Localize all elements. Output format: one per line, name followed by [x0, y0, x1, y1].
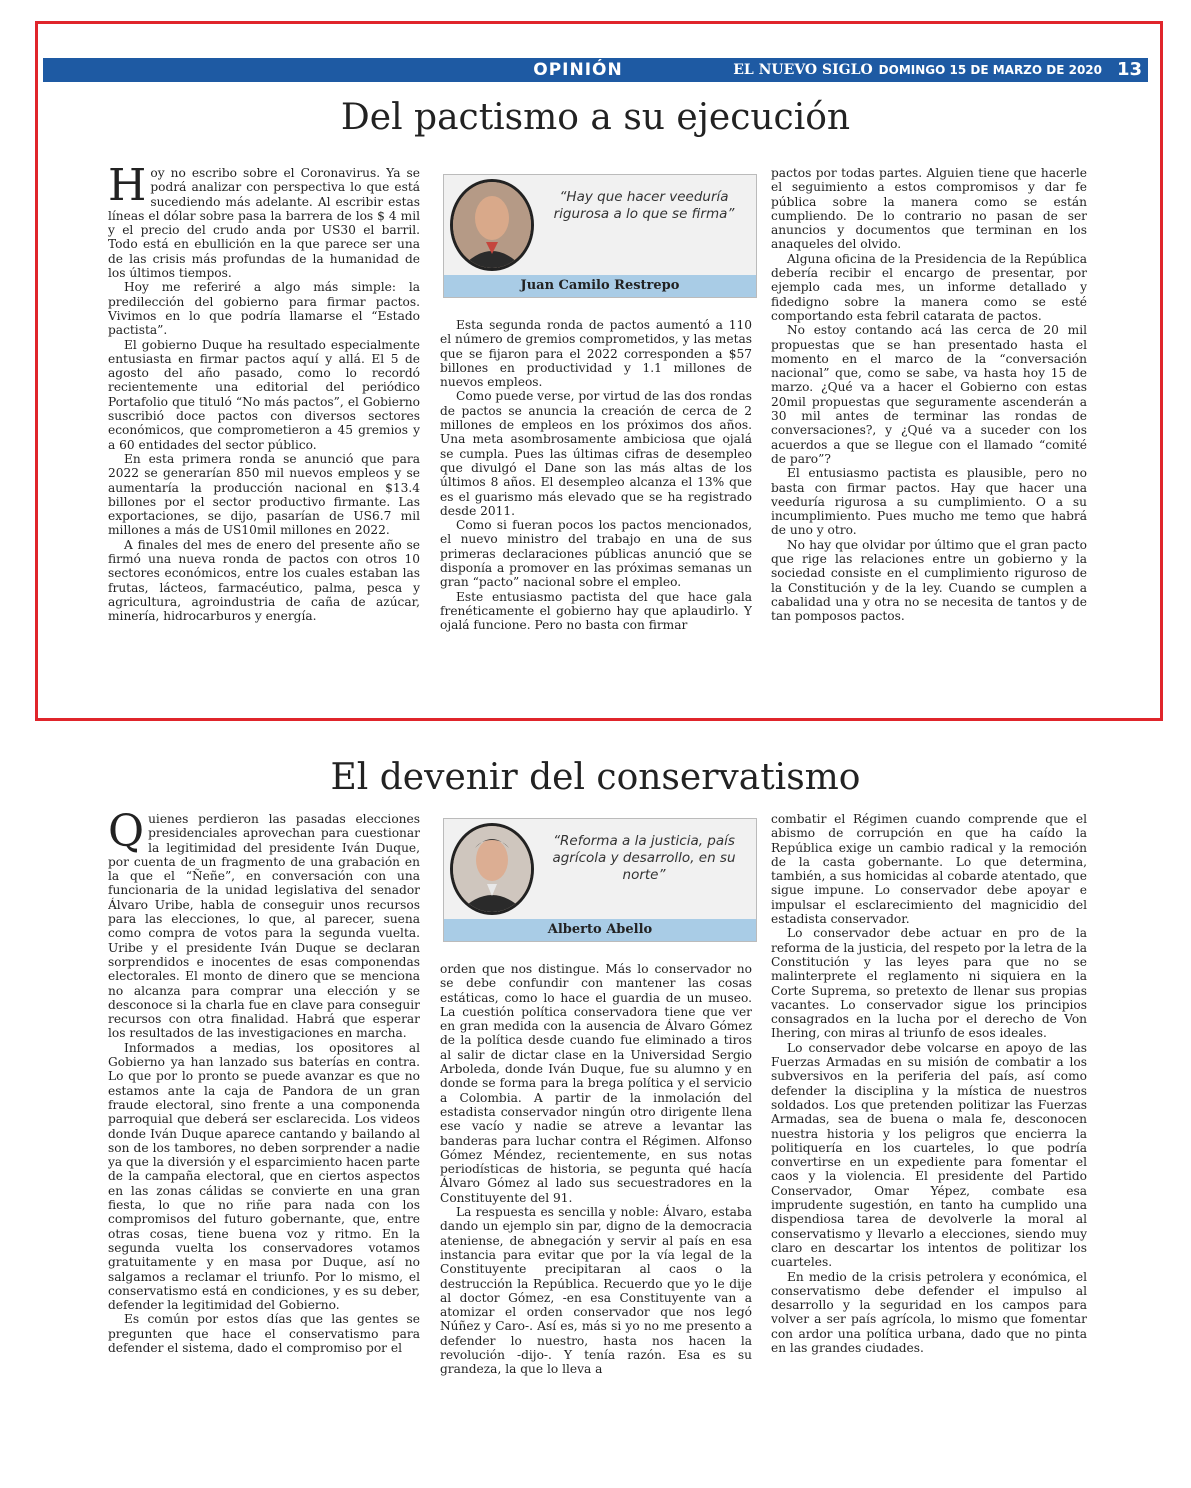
article2-lead-paragraph	[108, 812, 420, 1041]
paragraph: Alguna oficina de la Presidencia de la República debería recibir el encargo de presentar, por ejemplo cada mes, un informe detallado y fidedigno sobre la manera como se esté comportando esta febril catarata de pactos.	[771, 251, 1087, 323]
article1-headline: Del pactismo a su ejecución	[340, 97, 851, 138]
paragraph: Lo conservador debe volcarse en apoyo de las Fuerzas Armadas en su misión de combatir a los subversivos en la periferia del país, así como defender la disciplina y la mística de nuestros soldados. Los que pretenden politizar las Fuerzas Armadas, sea de buena o mala fe, desconocen nuestra historia y los peligros que encierra la politiquería en los cuarteles, lo que podría convertirse en un expediente para fomentar el caos y la violencia. El presidente del Partido Conservador, Omar Yépez, combate esa imprudente sugestión, en tanto ha cumplido una dispendiosa tarea de devolverle la moral al conservatismo y llevarlo a elecciones, siendo muy claro en descartar los intentos de politizar los cuarteles.	[771, 1040, 1087, 1270]
paragraph: En esta primera ronda se anunció que para 2022 se generarían 850 mil nuevos empleos y se aumentaría la producción nacional en $13.4 billones por el sector productivo firmante. Las exportaciones, se dijo, pasarían de US6.7 mil millones a más de US10mil millones en 2022.	[108, 451, 420, 538]
article2-headline: El devenir del conservatismo	[330, 757, 861, 798]
article1-lead-text: oy no escribo sobre el Coronavirus. Ya se podrá analizar con perspectiva lo que está sucediendo más adelante. Al escribir estas líneas el dólar sobre pasa la barrera de los $ 4 mil y el precio del crudo anda por US30 el barril. Todo está en ebullición en la que parece ser una de las crisis más profundas de la humanidad de los últimos tiempos.	[108, 166, 420, 281]
paragraph: No hay que olvidar por último que el gran pacto que rige las relaciones entre un gobierno y la sociedad consiste en el cumplimiento riguroso de la Constitución y de la ley. Cuando se cumplen a cabalidad una y otra no se necesita de tantos y de tan pomposos pactos.	[771, 537, 1087, 624]
article2-column-2	[440, 962, 752, 1452]
article2-lead-text: uienes perdieron las pasadas elecciones presidenciales aprovechan para cuestionar la legitimidad del presidente Iván Duque, por cuenta de un fragmento de una grabación en la que el “Ñeñe”, en conversación con una funcionaria de la unidad legislativa del senador Álvaro Uribe, habla de conseguir unos recursos para las elecciones, lo que, al parecer, suena como compra de votos para la segunda vuelta. Uribe y el presidente Iván Duque se declaran sorprendidos e inocentes de esas componendas electorales. El monto de dinero que se menciona no alcanza para comprar una elección y se desconoce si la charla fue en clave para conseguir recursos con otra finalidad. Habrá que esperar los resultados de las investigaciones en marcha.	[108, 812, 420, 1041]
article2-quote-box	[443, 818, 757, 942]
newspaper-name: EL NUEVO SIGLO	[733, 62, 873, 78]
section-name: OPINIÓN	[533, 60, 623, 80]
paragraph: combatir el Régimen cuando comprende que el abismo de corrupción en que ha caído la República exige un cambio radical y la remoción de la casta gobernante. Lo que determina, también, a sus homicidas al cobarde atentado, que sigue impune. Lo conservador debe apoyar e impulsar el esclarecimiento del magnicidio del estadista conservador.	[771, 812, 1087, 927]
page-number: 13	[1116, 59, 1142, 80]
article2-dropcap: Q	[108, 812, 145, 857]
paragraph: La respuesta es sencilla y noble: Álvaro, estaba dando un ejemplo sin par, digno de la democracia ateniense, de abnegación y servir al país en esa instancia para evitar que por la vía legal de la Constituyente precipitaran al caos o la destrucción la República. Recuerdo que yo le dije al doctor Gómez, -en esa Constituyente van a atomizar el orden conservador que nos legó Núñez y Caro-. Así es, más si yo no me presento a defender lo nuestro, hasta nos hacen la revolución -dijo-. Y tenía razón. Esa es su grandeza, la que lo lleva a	[440, 1205, 752, 1377]
section-header-bar	[43, 58, 1148, 82]
paragraph: Como si fueran pocos los pactos mencionados, el nuevo ministro del trabajo en una de sus primeras declaraciones públicas anunció que se disponía a promover en las próximas semanas un gran “pacto” nacional sobre el empleo.	[440, 518, 752, 590]
paragraph: Es común por estos días que las gentes se pregunten que hace el conservatismo para defender el sistema, dado el compromiso por el	[108, 1312, 420, 1355]
pull-quote: “Reforma a la justicia, país agrícola y desarrollo, en su norte”	[552, 833, 736, 883]
paragraph: Hoy me referiré a algo más simple: la predilección del gobierno para firmar pactos. Vivimos en lo que podría llamarse el “Estado pactista”.	[108, 280, 420, 338]
paragraph: Este entusiasmo pactista del que hace gala frenéticamente el gobierno hay que aplaudirlo. Y ojalá funcione. Pero no basta con firmar	[440, 589, 752, 633]
paragraph: El gobierno Duque ha resultado especialmente entusiasta en firmar pactos aquí y allá. El 5 de agosto del año pasado, como lo recordó recientemente una editorial del periódico Portafolio que tituló “No más pactos”, el Gobierno suscribió doce pactos con diversos sectores económicos, que comprometieron a 45 gremios y a 60 entidades del sector público.	[108, 337, 420, 452]
paragraph: Lo conservador debe actuar en pro de la reforma de la justicia, del respeto por la letra de la Constitución y las leyes para que no se malinterprete el reglamento ni siquiera en la Corte Suprema, so pretexto de llenar sus propias vacantes. Lo conservador sigue los principios consagrados en la lucha por el derecho de Von Ihering, con miras al triunfo de esos ideales.	[771, 926, 1087, 1041]
article1-quote-box	[443, 174, 757, 298]
article1-column-2	[440, 318, 752, 688]
article1-column-1	[108, 166, 420, 688]
article1-column-3	[771, 166, 1087, 688]
article1-dropcap: H	[108, 166, 147, 211]
paragraph: Como puede verse, por virtud de las dos rondas de pactos se anuncia la creación de cerca de 2 millones de empleos en los próximos dos años. Una meta asombrosamente ambiciosa que ojalá se cumpla. Pues las últimas cifras de desempleo que divulgó el Dane son las más altas de los últimos 8 años. El desempleo alcanza el 13% que es el guarismo más elevado que se ha registrado desde 2011.	[440, 389, 752, 518]
author-portrait-icon	[453, 182, 531, 268]
paragraph: No estoy contando acá las cerca de 20 mil propuestas que se han presentado hasta el momento en el marco de la “conversación nacional” que, como se sabe, va hasta hoy 15 de marzo. ¿Qué va a hacer el Gobierno con estas 20mil propuestas que seguramente ascenderán a 30 mil antes de terminar las rondas de conversaciones?, y ¿Qué va a suceder con los acuerdos a que se llegue con el llamado “comité de paro”?	[771, 323, 1087, 466]
author-photo	[450, 823, 534, 915]
paragraph: pactos por todas partes. Alguien tiene que hacerle el seguimiento a estos compromisos y dar fe pública sobre la manera como se están cumpliendo. De lo contrario no pasan de ser anuncios y documentos que terminan en los anaqueles del olvido.	[771, 166, 1087, 252]
paragraph: En medio de la crisis petrolera y económica, el conservatismo debe defender el impulso al desarrollo y la seguridad en los campos para volver a ser país agrícola, lo mismo que fomentar con ardor una política urbana, dado que no pinta en las grandes ciudades.	[771, 1269, 1087, 1355]
author-photo	[450, 179, 534, 271]
article2-column-1	[108, 812, 420, 1452]
paragraph: A finales del mes de enero del presente año se firmó una nueva ronda de pactos con otros 10 sectores económicos, entre los cuales estaban las frutas, lácteos, farmacéutico, palma, pesca y agricultura, agroindustria de caña de azúcar, minería, hidrocarburos y energía.	[108, 537, 420, 624]
paragraph: orden que nos distingue. Más lo conservador no se debe confundir con mantener las cosas estáticas, como lo hace el guardia de un museo. La cuestión política conservadora tiene que ver en gran medida con la ausencia de Álvaro Gómez de la política desde cuando fue eliminado a tiros al salir de dictar clase en la Universidad Sergio Arboleda, donde Iván Duque, fue su alumno y en donde se forma para la brega política y el servicio a Colombia. A partir de la inmolación del estadista conservador ningún otro dirigente llena ese vacío y nadie se atreve a levantar las banderas para luchar contra el Régimen. Alfonso Gómez Méndez, recientemente, en sus notas periodísticas de historia, se pegunta qué hacía Álvaro Gómez al lado sus secuestradores en la Constituyente del 91.	[440, 962, 752, 1205]
author-name: Juan Camilo Restrepo	[444, 275, 756, 297]
article1-lead-paragraph	[108, 166, 420, 280]
article2-column-3	[771, 812, 1087, 1452]
issue-date: DOMINGO 15 DE MARZO DE 2020	[878, 63, 1102, 77]
paragraph: El entusiasmo pactista es plausible, pero no basta con firmar pactos. Hay que hacer una veeduría rigurosa a su cumplimiento. O a su incumplimiento. Pues mucho me temo que habrá de uno y otro.	[771, 466, 1087, 538]
paragraph: Esta segunda ronda de pactos aumentó a 110 el número de gremios comprometidos, y las metas que se fijaron para el 2022 corresponden a $57 billones en productividad y 1.1 millones de nuevos empleos.	[440, 318, 752, 390]
author-name: Alberto Abello	[444, 919, 756, 941]
paragraph: Informados a medias, los opositores al Gobierno ya han lanzado sus baterías en contra. Lo que por lo pronto se puede avanzar es que no estamos ante la caja de Pandora de un gran fraude electoral, sino frente a una componenda parroquial que deberá ser esclarecida. Los videos donde Iván Duque aparece cantando y bailando al son de los tambores, no deben sorprender a nadie ya que la diversión y el esparcimiento hacen parte de la campaña electoral, que en ciertos aspectos en las zonas cálidas se convierte en una gran fiesta, lo que no riñe para nada con los compromisos del futuro gobernante, que, entre otras cosas, tiene buena voz y ritmo. En la segunda vuelta los conservadores votamos gratuitamente y en masa por Duque, así no salgamos a reclamar el triunfo. Por lo mismo, el conservatismo está en condiciones, y es su deber, defender la legitimidad del Gobierno.	[108, 1040, 420, 1313]
author-portrait-icon	[453, 826, 531, 912]
pull-quote: “Hay que hacer veeduría rigurosa a lo que se firma”	[553, 189, 735, 222]
masthead	[733, 58, 1102, 82]
